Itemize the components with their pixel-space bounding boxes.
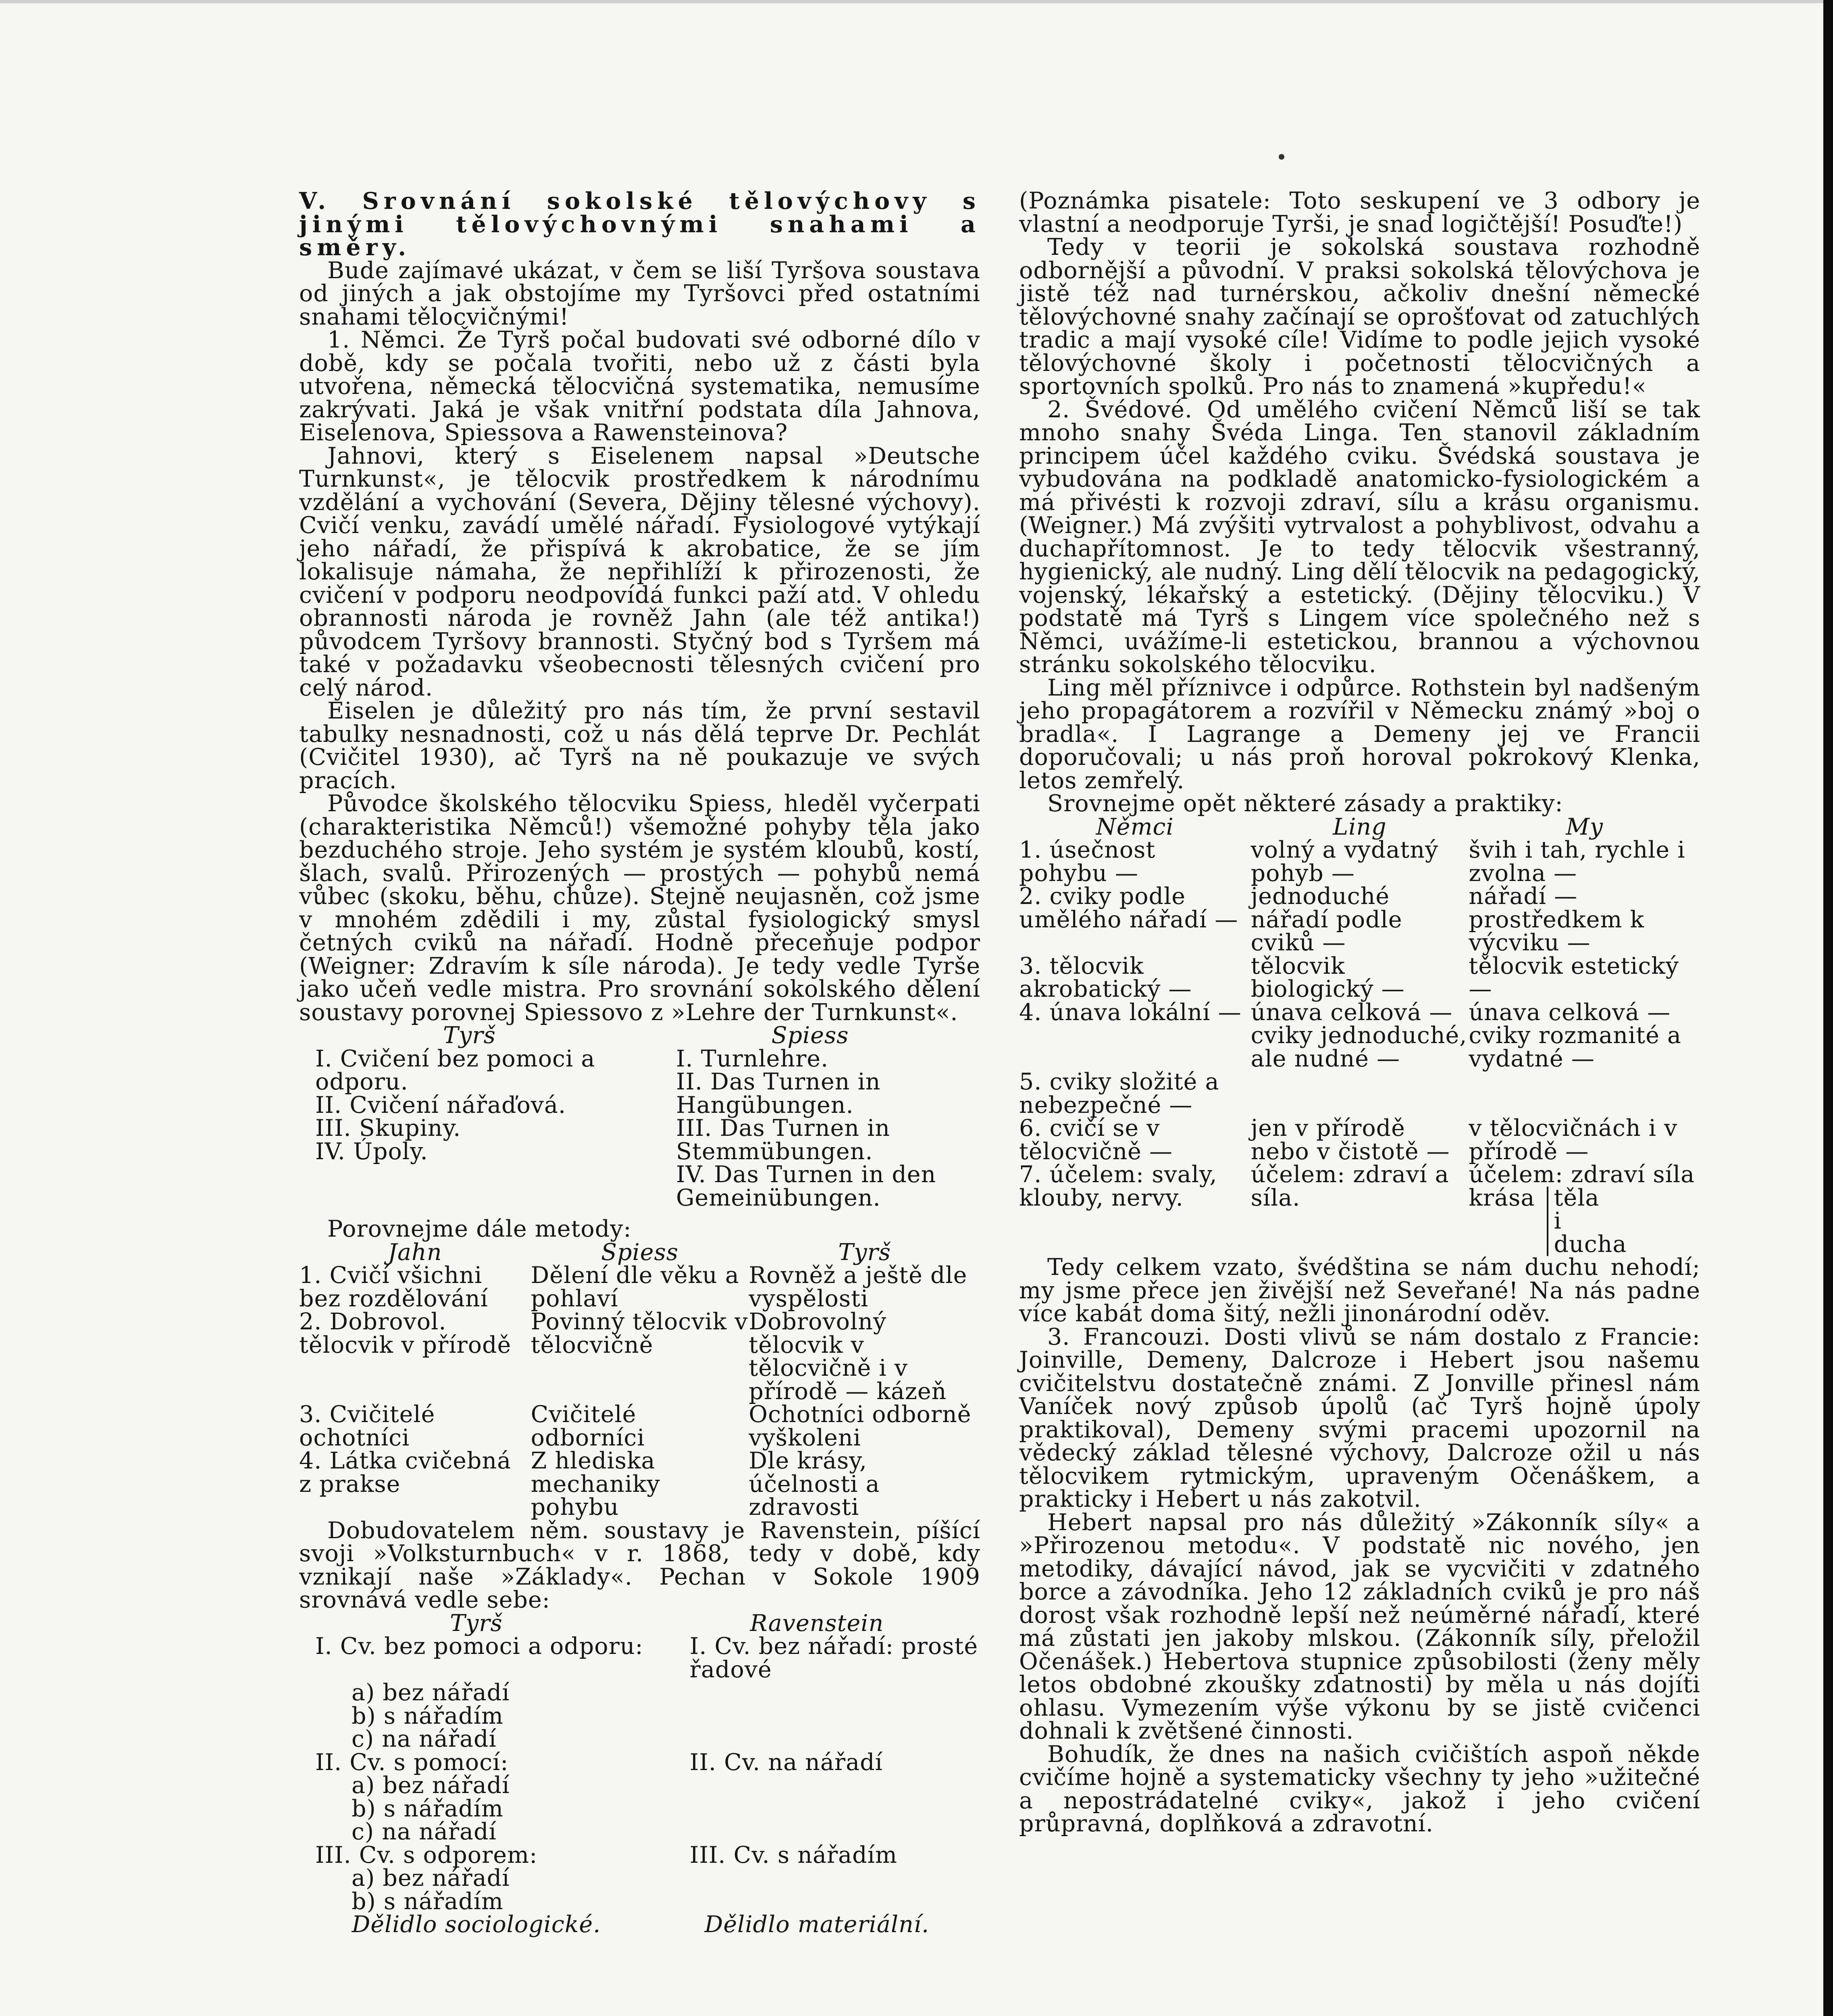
hebert-paragraph: Hebert napsal pro nás důležitý »Zákonník síly« a »Přirozenou metodu«. V podstatě nic nového, jen metodiky, dávající návod, jak se vycvičiti v zdatného borce a závodníka. Jeho 12 základních cviků je pro náš dorost však rozhodně lepší než neúměrné nářadí, které má zůstati jen jakoby mlskou. (Zákonník síly, přeložil Očenášek.) Hebertova stupnice způsobilosti (ženy měly letos obdobné zkoušky zdatnosti) by měla u nás dojíti ohlasu. Vymezením výše výkonu by se jistě cvičenci dohnali k zvětšené činnosti. [1019,1509,1700,1744]
table-cell [653,1681,980,1705]
table-cell: v tělocvičnách i v přírodě — [1469,1115,1678,1165]
table-cell: IV. Úpoly. [315,1138,428,1165]
germans-paragraph: 1. Němci. Že Tyrš počal budovati své odborné dílo v době, kdy se počala tvořiti, nebo už z části byla utvořena, německá tělocvičná systematika, nemusíme zakrývati. Jaká je však vnitřní podstata díla Jahnova, Eiselenova, Spiessova a Rawensteinova? [299,327,980,446]
table-cell: I. Cv. bez nářadí: prosté řadové [689,1633,978,1683]
table-cell: 2. Dobrovol. tělocvik v přírodě [299,1308,512,1358]
table-cell: b) s nářadím [352,1795,504,1822]
table-cell: a) bez nářadí [352,1772,510,1799]
compare-intro: Srovnejme opět některé zásady a praktiky: [1047,790,1563,817]
table-header: Tyrš [450,1610,503,1637]
table-cell: jednoduché nářadí podle cviků — [1250,883,1402,956]
table-cell: 5. cviky složité a nebezpečné — [1019,1068,1219,1118]
table-cell: 3. Cvičitelé ochotníci [299,1401,435,1451]
table-cell: b) s nářadím [352,1702,504,1729]
table-cell: IV. Das Turnen in den Gemeinübungen. [676,1161,936,1211]
table-cell: účelem: zdraví síla krása [1469,1161,1695,1211]
table-cell: III. Das Turnen in Stemmübungen. [676,1115,890,1165]
table-cell: švih i tah, rychle i zvolna — [1469,837,1685,887]
table-header: Ravenstein [750,1610,884,1637]
table-cell [1251,1070,1469,1117]
page-right-edge [1823,0,1833,2016]
table-cell: Cvičitelé odborníci [531,1401,645,1451]
table-cell [653,1820,980,1844]
table-cell: únava celková — cviky rozmanité a vydatné — [1469,999,1681,1072]
brace-group [1547,1184,1627,1258]
table-cell: i [1554,1208,1562,1234]
nemci-ling-my-table [1019,813,1700,1258]
table-cell: Ochotníci odborně vyškoleni [749,1401,972,1451]
table-cell: 3. tělocvik akrobatický — [1019,952,1192,1002]
author-note: (Poznámka pisatele: Toto seskupení ve 3 odbory je vlastní a neodporuje Tyrši, je snad logičtější! Posuďte!) [1019,187,1700,237]
table-cell [653,1705,980,1728]
table-cell [653,1867,980,1890]
closing-paragraph: Bohudík, že dnes na našich cvičištích aspoň někde cvičíme hojně a systematicky všechny ty jeho »užitečné a nepostrádatelné cviky«, jakož i jeho cvičení průpravná, doplňková a zdravotní. [1019,1741,1700,1837]
methods-intro: Porovnejme dále metody: [327,1216,632,1242]
section-title: V. Srovnání sokolské tělovýchovy s jinými tělovýchovnými snahami a směry. [299,187,980,261]
table-cell: I. Cvičení bez pomoci a odporu. [315,1045,595,1095]
table-cell: účelem: zdraví a síla. [1250,1161,1449,1211]
right-column [1019,187,1700,1837]
table-cell: nářadí — prostředkem k výcviku — [1469,883,1645,956]
table-cell: a) bez nářadí [352,1679,510,1706]
table-cell [653,1774,980,1797]
table-cell: Dělení dle věku a pohlaví [531,1262,739,1312]
table-cell: 7. účelem: svaly, klouby, nervy. [1019,1161,1217,1211]
table-cell: 1. úsečnost pohybu — [1019,837,1156,887]
table-cell: 4. Látka cvičebná z prakse [299,1447,512,1497]
table-footer: Dělidlo sociologické. [352,1911,601,1938]
left-column [299,187,980,1938]
jahn-paragraph: Jahnovi, který s Eiselenem napsal »Deutsche Turnkunst«, je tělocvik prostředkem k národnímu vzdělání a vychování (Severa, Dějiny tělesné výchovy). Cvičí venku, zavádí umělé nářadí. Fysiologové vytýkají jeho nářadí, že přispívá k akrobatice, že se jím lokalisuje námaha, že nepřihlíží k přirozenosti, že cvičení v podporu neodpovídá funkci paží atd. V ohledu obrannosti národa je rovněž Jahn (ale též antika!) původcem Tyršovy brannosti. Styčný bod s Tyršem má také v požadavku všeobecnosti tělesných cvičení pro celý národ. [299,442,980,701]
table-cell: II. Cv. s pomocí: [315,1749,509,1776]
table-footer: Dělidlo materiální. [704,1911,930,1938]
table-header: Spiess [601,1239,678,1266]
table-cell: tělocvik estetický — [1469,952,1679,1002]
table-header: Jahn [388,1239,442,1266]
table-cell: 6. cvičí se v tělocvičně — [1019,1115,1173,1165]
summary-paragraph: Tedy celkem vzato, švédština se nám duchu nehodí; my jsme přece jen živější než Seveřané! Na nás padne více kabát doma šitý, nežli jinonárodní oděv. [1019,1254,1700,1327]
table-cell: II. Cv. na nářadí [689,1749,883,1776]
table-header: My [1566,813,1603,840]
table-cell: ducha [1554,1231,1627,1258]
swedes-paragraph: 2. Švédové. Od umělého cvičení Němců liší se tak mnoho snahy Švéda Linga. Ten stanovil základním principem účel každého cviku. Švédská soustava je vybudována na podkladě anatomicko-fysiologickém a má přivésti k rozvoji zdraví, sílu a krásu organismu. (Weigner.) Má zvýšiti vytrvalost a pohyblivost, odvahu a duchapřítomnost. Je to tedy tělocvik všestranný, hygienický, ale nudný. Ling dělí tělocvik na pedagogický, vojenský, lékařský a estetický. (Dějiny tělocviku.) V podstatě má Tyrš s Lingem více společného než s Němci, uvážíme-li estetickou, brannou a výchovnou stránku sokolského tělocviku. [1019,396,1700,678]
table-cell: I. Cv. bez pomoci a odporu: [315,1633,643,1660]
table-cell: tělocvik biologický — [1250,952,1405,1002]
ling-paragraph: Ling měl příznivce i odpůrce. Rothstein byl nadšeným jeho propagátorem a rozvířil v Německu známý »boj o bradla«. I Lagrange a Demeny jej ve Francii doporučovali; u nás proň horoval pokrokový Klenka, letos zemřelý. [1019,674,1700,794]
table-cell [653,1890,980,1914]
table-cell: III. Cv. s nářadím [689,1841,897,1868]
ravenstein-paragraph: Dobudovatelem něm. soustavy je Ravenstein, píšící svoji »Volksturnbuch« v r. 1868, tedy v době, kdy vznikají naše »Základy«. Pechan v Sokole 1909 srovnává vedle sebe: [299,1517,980,1613]
table-header: Spiess [771,1022,849,1049]
eiselen-paragraph: Eiselen je důležitý pro nás tím, že první sestavil tabulky nesnadnosti, což u nás dělá teprve Dr. Pechlát (Cvičitel 1930), ač Tyrš na ně poukazuje ve svých pracích. [299,698,980,794]
page-top-edge [0,0,1833,3]
table-cell: I. Turnlehre. [676,1045,829,1072]
methods-table [299,1241,980,1519]
spiess-paragraph: Původce školského tělocviku Spiess, hleděl vyčerpati (charakteristika Němců!) všemožné pohyby těla jako bezduchého stroje. Jeho systém je systém kloubů, kostí, šlach, svalů. Přirozených — prostých — pohybů nemá vůbec (skoku, běhu, chůze). Stejně neujasněn, což jsme v mnohém zdědili i my, zůstal fysiologický smysl četných cviků na nářadí. Hodně přeceňuje podpor (Weigner: Zdravím k síle národa). Je tedy vedle Tyrše jako učeň vedle mistra. Pro srovnání sokolského dělení soustavy porovnej Spiessovo z »Lehre der Turnkunst«. [299,790,980,1026]
table-cell: Dle krásy, účelnosti a zdravosti [749,1447,880,1520]
table-cell: Dobrovolný tělocvik v tělocvičně i v přírodě — kázeň [749,1308,947,1405]
theory-paragraph: Tedy v teorii je sokolská soustava rozhodně odbornější a původní. V praksi sokolská tělovýchova je jistě též nad turnérskou, ačkoliv dnešní německé tělovýchovné snahy začínají se oprošťovat od zatuchlých tradic a mají vysoké cíle! Vidíme to podle jejich vysoké tělovýchovné školy i početnosti tělocvičných a sportovních spolků. Pro nás to znamená »kupředu!« [1019,234,1700,400]
table-cell: Z hlediska mechaniky pohybu [531,1447,660,1520]
tyrs-spiess-table [299,1024,980,1210]
table-cell [1469,1070,1700,1117]
table-header: Tyrš [443,1022,496,1049]
table-cell: 1. Cvičí všichni bez rozdělování [299,1262,488,1312]
table-cell: III. Cv. s odporem: [315,1841,538,1868]
intro-paragraph: Bude zajímavé ukázat, v čem se liší Tyršova soustava od jiných a jak obstojíme my Tyršovci před ostatními snahami tělocvičnými! [299,257,980,330]
table-cell: b) s nářadím [352,1888,504,1915]
table-cell: a) bez nářadí [352,1865,510,1891]
table-cell [653,1728,980,1751]
ink-dot [1279,154,1284,160]
table-cell: II. Cvičení nářaďová. [315,1091,566,1118]
table-cell: těla [1554,1184,1600,1211]
table-cell: II. Das Turnen in Hangübungen. [676,1068,881,1118]
table-cell: jen v přírodě nebo v čistotě — [1250,1115,1450,1165]
table-cell: Rovněž a ještě dle vyspělosti [749,1262,967,1312]
table-cell: 2. cviky podle umělého nářadí — [1019,883,1238,933]
table-cell: Povinný tělocvik v tělocvičně [531,1308,748,1358]
table-header: Ling [1333,813,1387,840]
table-cell [653,1797,980,1821]
tyrs-ravenstein-table [299,1612,980,1937]
french-paragraph: 3. Francouzi. Dosti vlivů se nám dostalo z Francie: Joinville, Demeny, Dalcroze i Hebert jsou našemu cvičitelstvu dostatečně známi. Z Jonville přinesl nám Vaníček nový způsob úpolů (ač Tyrš hojně úpoly praktikoval), Demeny svými pracemi upozornil na vědecký základ tělesné výchovy, Dalcroze ožil u nás tělocvikem rytmickým, upraveným Očenáškem, a prakticky i Hebert u nás zakotvil. [1019,1323,1700,1512]
table-cell: III. Skupiny. [315,1115,461,1141]
table-cell: volný a vydatný pohyb — [1250,837,1439,887]
table-header: Němci [1096,813,1174,840]
table-cell: c) na nářadí [352,1726,497,1752]
table-cell: únava celková — cviky jednoduché, ale nudné — [1250,999,1467,1072]
table-cell: 4. únava lokální — [1019,999,1242,1026]
table-cell: c) na nářadí [352,1818,497,1845]
table-header: Tyrš [838,1239,891,1266]
